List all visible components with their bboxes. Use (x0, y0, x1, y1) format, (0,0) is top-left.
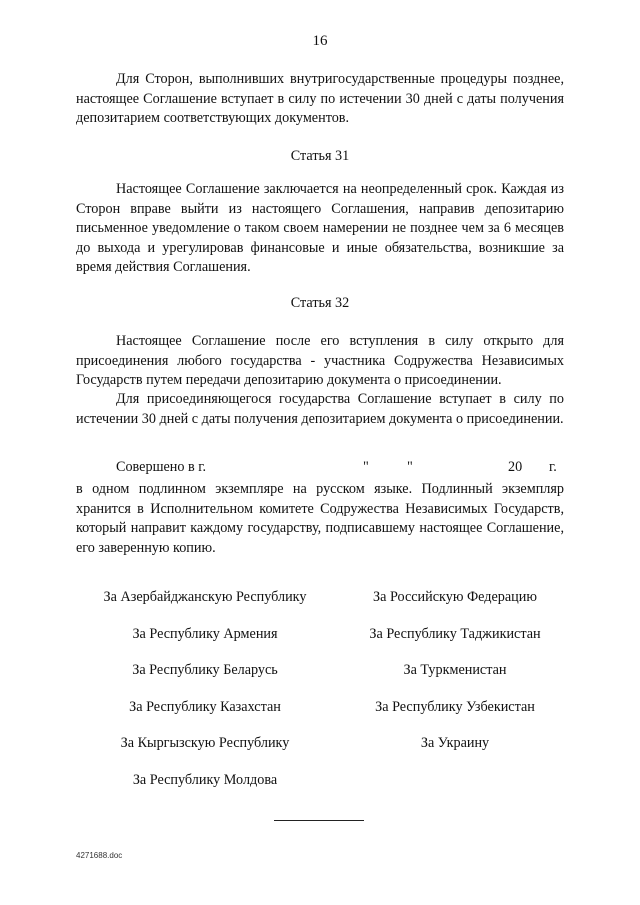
signatory-tajikistan: За Республику Таджикистан (369, 625, 541, 642)
signatory-russia: За Российскую Федерацию (373, 589, 537, 605)
signatory-armenia: За Республику Армения (132, 625, 278, 642)
signatory-turkmenistan: За Туркменистан (403, 662, 507, 679)
page-number: 16 (312, 33, 328, 49)
signatory-azerbaijan: За Азербайджанскую Республику (103, 589, 307, 605)
signatory-moldova: За Республику Молдова (132, 771, 278, 788)
signatory-kyrgyzstan: За Кыргызскую Республику (120, 735, 290, 752)
signed-year-suffix: г. (549, 459, 557, 475)
paragraph-accession: Настоящее Соглашение после его вступления в силу открыто для присоединения любого государства - участника Содружества Независимых Государств путем передачи депозитарию документа о присоединении. (76, 333, 564, 388)
closing-divider (274, 820, 364, 821)
signed-line (76, 459, 564, 479)
heading-article-32: Статья 32 (290, 295, 350, 311)
signatory-uzbekistan: За Республику Узбекистан (375, 698, 535, 715)
signatories-left-column (60, 589, 350, 809)
signatories-right-column (330, 589, 580, 772)
signed-year: 20 (508, 459, 523, 475)
paragraph-article-31: Настоящее Соглашение заключается на неопределенный срок. Каждая из Сторон вправе выйти из настоящего Соглашения, направив депозитарию письменное уведомление о таком своем намерении не позднее чем за 6 месяцев до выхода и урегулировав финансовые и иные обязательства, возникшие за время действия Соглашения. (76, 181, 564, 275)
paragraph-accession-entry-into-force: Для присоединяющегося государства Соглашение вступает в силу по истечении 30 дней с даты получения депозитарием документа о присоединении. (76, 391, 564, 427)
heading-article-31: Статья 31 (290, 148, 350, 164)
signatory-ukraine: За Украину (420, 735, 490, 752)
paragraph-entry-into-force-late: Для Сторон, выполнивших внутригосударственные процедуры позднее, настоящее Соглашение вступает в силу по истечении 30 дней с даты получения депозитарием соответствующих документов. (76, 71, 564, 126)
signatory-belarus: За Республику Беларусь (132, 662, 278, 679)
document-file-id: 4271688.doc (76, 851, 123, 860)
signed-quote-close: " (407, 459, 413, 475)
signed-quote-open: " (363, 459, 369, 475)
signatory-kazakhstan: За Республику Казахстан (129, 698, 281, 715)
paragraph-original-copy: в одном подлинном экземпляре на русском языке. Подлинный экземпляр хранится в Исполнительном комитете Содружества Независимых Государств, который направит каждому государству, подписавшему настоящее Соглашение, его заверенную копию. (76, 481, 564, 556)
signed-done-in: Совершено в г. (116, 459, 207, 475)
